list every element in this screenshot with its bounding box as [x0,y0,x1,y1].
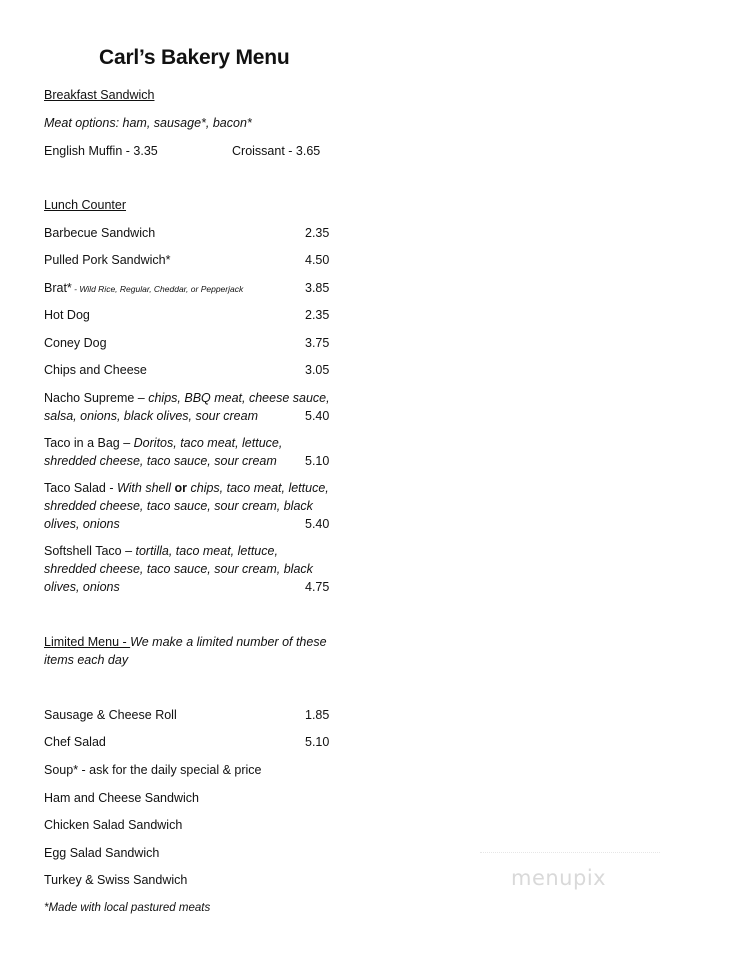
menu-item-price: 4.75 [305,580,330,594]
menu-item-price: 2.35 [305,226,330,240]
menu-item-desc: shredded cheese, taco sauce, sour cream [44,454,277,468]
breakfast-meat-options: Meat options: ham, sausage*, bacon* [44,116,252,130]
menu-item-name: Ham and Cheese Sandwich [44,791,199,805]
menu-item-price: 4.50 [305,253,330,267]
taco-salad-line-1 [44,479,329,497]
lunch-heading: Lunch Counter [44,198,127,212]
taco-bag-line-1 [44,434,282,452]
menu-item-desc: salsa, onions, black olives, sour cream [44,409,258,423]
menu-item-name: Softshell Taco – [44,544,136,558]
menu-item-price: 2.35 [305,308,330,322]
menu-item-desc: olives, onions [44,517,120,531]
menu-item-name: Hot Dog [44,308,90,322]
menu-item-desc: Doritos, taco meat, lettuce, [133,436,283,450]
menu-item-name: Chicken Salad Sandwich [44,818,183,832]
watermark-logo: menupix [511,866,607,890]
menu-item-note: - Wild Rice, Regular, Cheddar, or Pepperjack [71,284,244,294]
menu-item-price: 3.75 [305,336,330,350]
menu-item-desc: With shell [116,481,175,495]
nacho-line-1 [44,389,330,407]
menu-item-name: Egg Salad Sandwich [44,846,160,860]
menu-item-brat [44,279,243,298]
menu-item-name: Chips and Cheese [44,363,147,377]
menu-item-price: 3.85 [305,281,330,295]
limited-note: We make a limited number of these [130,635,327,649]
menu-item-name: Chef Salad [44,735,106,749]
limited-note: items each day [44,653,129,667]
menu-item-name: Taco in a Bag – [44,436,134,450]
menu-item-price: 5.40 [305,409,330,423]
menu-title: Carl’s Bakery Menu [99,46,290,69]
menu-item-price: 1.85 [305,708,330,722]
menu-item-price: 5.10 [305,454,330,468]
footnote: *Made with local pastured meats [44,902,211,914]
menu-item-desc: shredded cheese, taco sauce, sour cream, black [44,499,313,513]
menu-item-price: 3.05 [305,363,330,377]
menu-item-name: Brat* [44,281,72,295]
croissant-item: Croissant - 3.65 [232,144,321,158]
menu-item-desc: olives, onions [44,580,120,594]
menu-item-name: Barbecue Sandwich [44,226,156,240]
menu-item-name: Nacho Supreme – [44,391,149,405]
menu-item-name: Coney Dog [44,336,107,350]
menu-item-desc: chips, taco meat, lettuce, [187,481,329,495]
limited-heading-line [44,633,327,651]
menu-item-name: Turkey & Swiss Sandwich [44,873,188,887]
menu-item-price: 5.10 [305,735,330,749]
menu-item-price: 5.40 [305,517,330,531]
english-muffin-item: English Muffin - 3.35 [44,144,158,158]
menu-item-desc: chips, BBQ meat, cheese sauce, [148,391,330,405]
watermark-divider [480,852,660,853]
menu-item-name: Soup* - ask for the daily special & price [44,763,262,777]
menu-item-name: Taco Salad - [44,481,117,495]
menu-item-name: Sausage & Cheese Roll [44,708,177,722]
menu-item-desc-emphasis: or [174,481,188,495]
limited-heading: Limited Menu - [44,635,131,649]
menu-item-desc: tortilla, taco meat, lettuce, [135,544,278,558]
menu-item-desc: shredded cheese, taco sauce, sour cream, black [44,562,313,576]
breakfast-heading: Breakfast Sandwich [44,88,155,102]
softshell-line-1 [44,542,278,560]
menu-item-name: Pulled Pork Sandwich* [44,253,171,267]
